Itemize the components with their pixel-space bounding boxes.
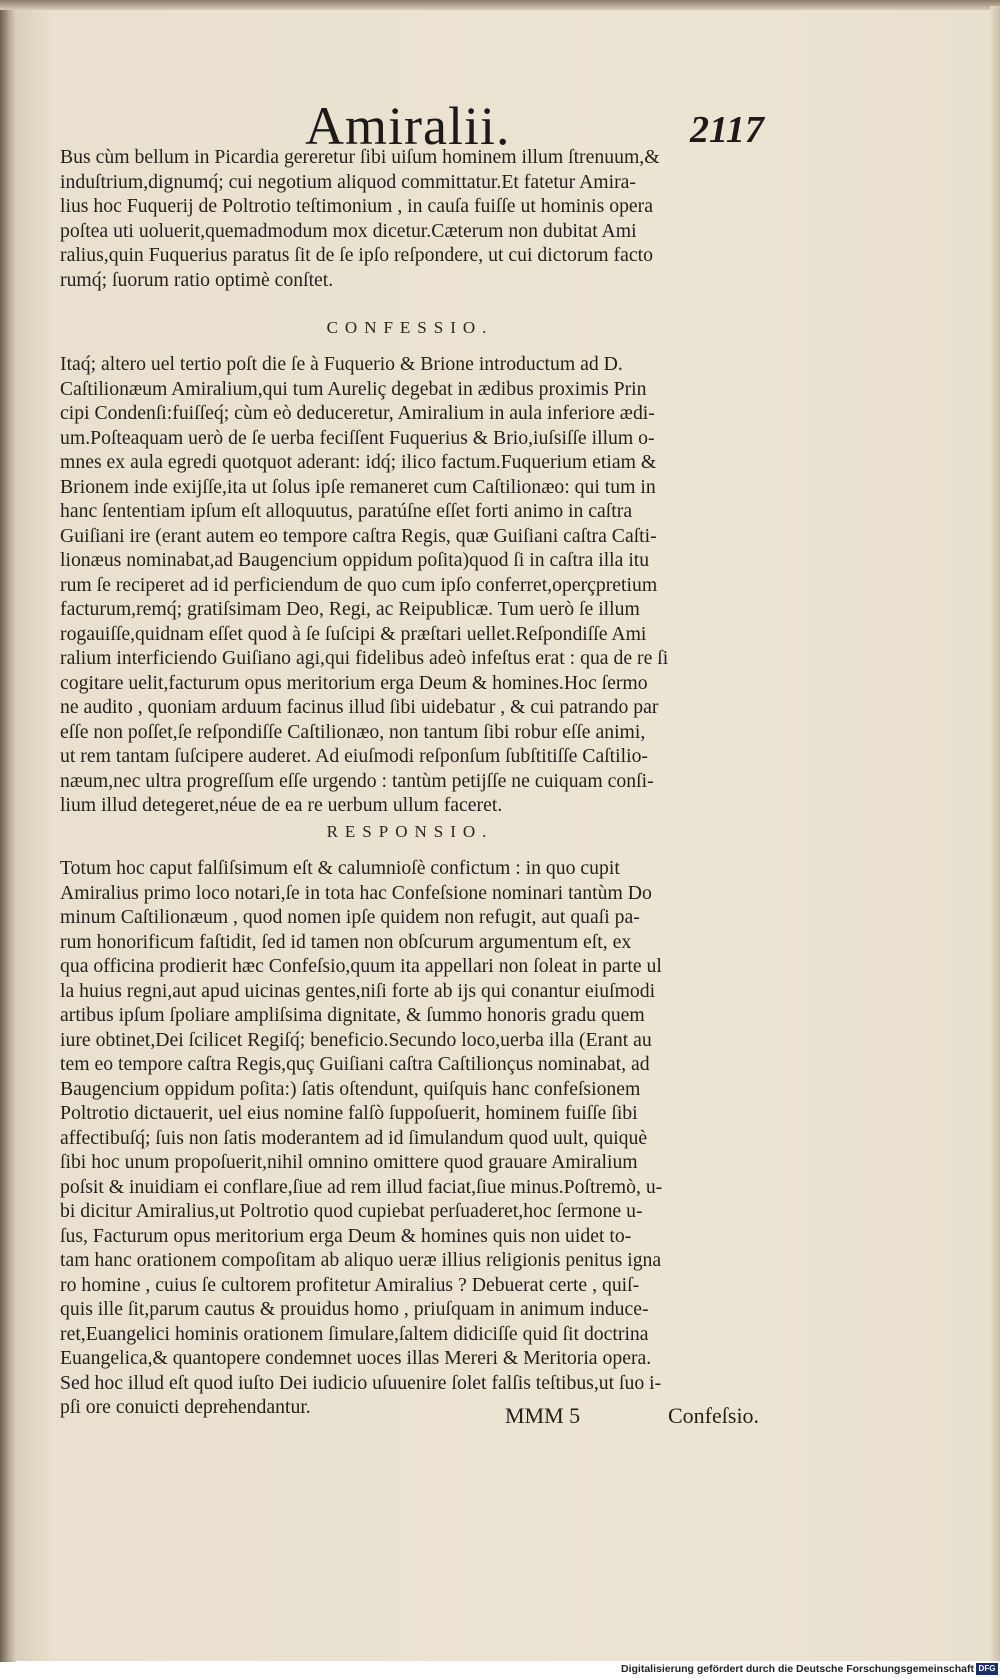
- text-line: tem eo tempore caſtra Regis,quç Guiſiani caſtra Caſtilionçus nominabat, ad: [60, 1053, 650, 1075]
- text-line: ralium interficiendo Guiſiano agi,qui fidelibus adeò infeſtus erat : qua de re ſi: [60, 647, 669, 669]
- text-line: Caſtilionæum Amiralium,qui tum Aureliç degebat in ædibus proximis Prin: [60, 377, 647, 400]
- text-line: tam hanc orationem compoſitam ab aliquo ueræ illius religionis penitus igna: [60, 1249, 662, 1271]
- text-line: lionæus nominabat,ad Baugencium oppidum poſita)quod ſi in caſtra illa itu: [60, 549, 650, 571]
- text-line: minum Caſtilionæum , quod nomen ipſe quidem non refugit, aut quaſi pa-: [60, 906, 640, 928]
- text-line: Bus cùm bellum in Picardia gereretur ſibi uiſum hominem illum ſtrenuum,&: [60, 146, 660, 168]
- dfg-logo: DFG: [976, 1663, 998, 1675]
- text-line: cipi Condenſi:fuiſſeq́; cùm eò deduceretur, Amiralium in aula inferiore ædi-: [60, 402, 655, 424]
- funding-credit: Digitalisierung gefördert durch die Deutsche Forschungsgemeinschaft: [621, 1663, 974, 1675]
- page-right-edge: [990, 6, 1000, 1661]
- text-line: artibus ipſum ſpoliare ampliſsima dignitate, & ſummo honoris gradu quem: [60, 1004, 645, 1026]
- text-line: næum,nec ultra progreſſum eſſe urgendo : tantùm petijſſe ne cuiquam conſi-: [60, 769, 654, 792]
- text-line: ro homine , cuius ſe cultorem profitetur Amiralius ? Debuerat certe , quiſ-: [60, 1273, 640, 1296]
- responsio-paragraph: [60, 856, 760, 1420]
- text-line: la huius regni,aut apud uicinas gentes,niſi forte ab ijs qui conantur eiuſmodi: [60, 979, 656, 1002]
- text-line: lium illud detegeret,néue de ea re uerbum ullum faceret.: [60, 794, 503, 816]
- text-line: Euangelica,& quantopere condemnet uoces illas Mereri & Meritoria opera.: [60, 1347, 652, 1369]
- text-line: poſsit & inuidiam ei conflare,ſiue ad rem illud faciat,ſiue minus.Poſtremò, u-: [60, 1175, 663, 1198]
- confessio-paragraph: [60, 352, 760, 818]
- text-line: ſus, Facturum opus meritorium erga Deum & homines quis non uidet to-: [60, 1224, 632, 1247]
- text-line: ne audito , quoniam arduum facinus illud ſibi uidebatur , & cui patrando par: [60, 696, 659, 718]
- text-line: pſi ore conuicti deprehendantur.: [60, 1396, 311, 1418]
- responsio-heading: RESPONSIO.: [326, 822, 494, 841]
- text-line: Poltrotio dictauerit, uel eius nomine falſò ſuppoſuerit, hominem fuiſſe ſibi: [60, 1102, 638, 1124]
- text-line: cogitare uelit,facturum opus meritorium erga Deum & homines.Hoc ſermo: [60, 671, 648, 694]
- text-line: Guiſiani ire (erant autem eo tempore caſtra Regis, quæ Guiſiani caſtra Caſti-: [60, 524, 657, 547]
- text-line: facturum,remq́; gratiſsimam Deo, Regi, ac Reipublicæ. Tum uerò ſe illum: [60, 598, 640, 620]
- text-line: affectibuſq́; ſuis non ſatis moderantem ad id ſimulandum quod uult, quiquè: [60, 1126, 648, 1149]
- text-line: ret,Euangelici hominis orationem ſimulare,ſaltem didiciſſe quid ſit doctrina: [60, 1322, 649, 1345]
- text-line: rogauiſſe,quidnam eſſet quod à ſe ſuſcipi & præſtari uellet.Reſpondiſſe Ami: [60, 622, 647, 645]
- text-line: um.Poſteaquam uerò de ſe uerba feciſſent Fuquerius & Brio,iuſsiſſe illum o-: [60, 426, 655, 449]
- book-binding-edge: [0, 0, 16, 1664]
- text-line: Amiralius primo loco notari,ſe in tota hac Confeſsione nominari tantùm Do: [60, 881, 652, 904]
- text-line: ralius,quin Fuquerius paratus ſit de ſe ipſo reſpondere, ut cui dictorum facto: [60, 244, 653, 266]
- text-line: Brionem inde exijſſe,ita ut ſolus ipſe remaneret cum Caſtilionæo: qui tum in: [60, 475, 656, 498]
- signature-mark: MMM 5: [505, 1403, 581, 1428]
- text-line: eſſe non poſſet,ſe reſpondiſſe Caſtilionæo, non tantum ſibi robur eſſe animi,: [60, 720, 646, 743]
- text-line: Totum hoc caput falſiſsimum eſt & calumnioſè confictum : in quo cupit: [60, 857, 620, 879]
- text-line: qua officina prodierit hæc Confeſsio,quum ita appellari non ſoleat in parte ul: [60, 955, 662, 977]
- text-line: Itaq́; altero uel tertio poſt die ſe à Fuquerio & Brione introductum ad D.: [60, 353, 623, 375]
- text-line: Baugencium oppidum poſita:) ſatis oſtendunt, quiſquis hanc confeſsionem: [60, 1077, 641, 1100]
- text-line: ſibi hoc unum propoſuerit,nihil omnino omittere quod grauare Amiralium: [60, 1151, 638, 1173]
- confessio-heading: CONFESSIO.: [326, 318, 494, 337]
- text-line: mnes ex aula egredi quotquot aderant: idq́; ilico factum.Fuquerium etiam &: [60, 451, 657, 473]
- text-line: rumq́; ſuorum ratio optimè conſtet.: [60, 268, 334, 291]
- text-line: Sed hoc illud eſt quod iuſto Dei iudicio uſuuenire ſolet falſis teſtibus,ut ſuo i-: [60, 1371, 662, 1394]
- page-number: 2117: [690, 109, 764, 151]
- text-line: lius hoc Fuquerij de Poltrotio teſtimonium , in cauſa fuiſſe ut hominis opera: [60, 195, 653, 217]
- text-line: bi dicitur Amiralius,ut Poltrotio quod cupiebat perſuaderet,hoc ſermone u-: [60, 1200, 643, 1222]
- catchword: Confeſsio.: [668, 1403, 760, 1428]
- text-line: poſtea uti uoluerit,quemadmodum mox dicetur.Cæterum non dubitat Ami: [60, 219, 637, 242]
- text-line: hanc ſententiam ipſum eſt alloquutus, paratúſne eſſet forti animo in caſtra: [60, 500, 633, 522]
- text-line: iure obtinet,Dei ſcilicet Regiſq́; beneficio.Secundo loco,uerba illa (Erant au: [60, 1028, 652, 1051]
- text-line: ut rem tantam ſuſcipere auderet. Ad eiuſmodi reſponſum ſubſtitiſſe Caſtilio-: [60, 745, 649, 767]
- running-head: Amiralii.: [305, 96, 511, 156]
- text-line: induſtrium,dignumq́; cui negotium aliquod committatur.Et fatetur Amira-: [60, 170, 637, 193]
- text-line: rum ſe reciperet ad id perficiendum de quo cum ipſo conferret,operçpretium: [60, 573, 658, 596]
- page-top-edge: [0, 0, 1000, 10]
- opening-paragraph: [60, 145, 760, 292]
- text-line: quis ille ſit,parum cautus & prouidus homo , priuſquam in animum induce-: [60, 1298, 649, 1320]
- text-line: rum honorificum faſtidit, ſed id tamen non obſcurum argumentum eſt, ex: [60, 930, 632, 953]
